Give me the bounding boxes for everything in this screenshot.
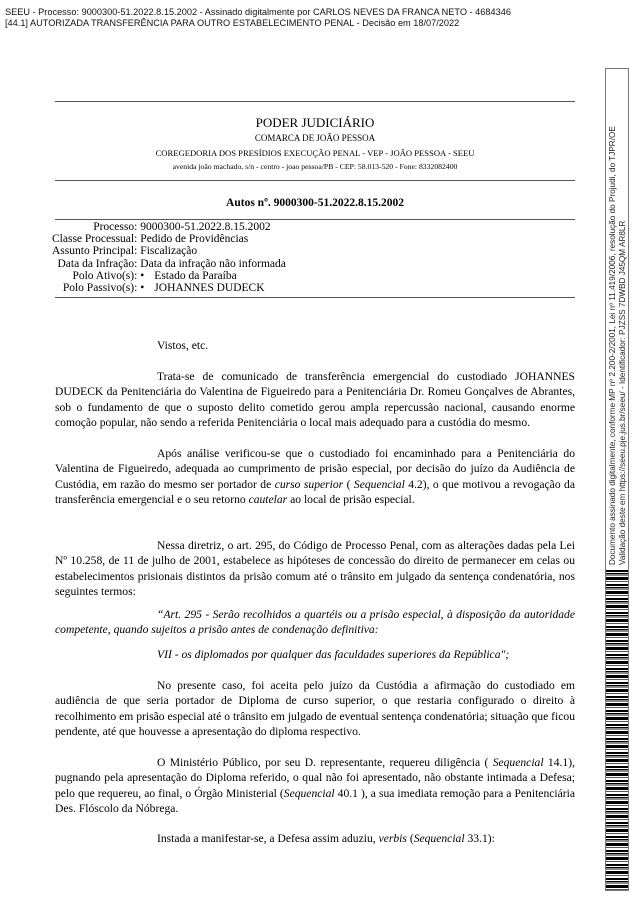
metadata-divider [55, 297, 575, 298]
meta-value: Estado da Paraíba [154, 269, 237, 282]
bullet-icon: • [140, 269, 145, 282]
p5-italic: Sequencial [283, 786, 335, 800]
meta-value: Fiscalização [140, 245, 198, 258]
paragraph-3-text: Nessa diretriz, o art. 295, do Código de Processo Penal, com as alterações dadas pela Lei Nº 10.258, de 11 de julho de 2001, estabelece as hipóteses de concessão do direito de permanecer em celas ou estabelecimentos prisionais distintos da prisão comum até o trânsito em julgado da sentença condenatória, nos seguintes termos: [55, 539, 575, 599]
header-divider [55, 101, 575, 102]
p5-text: O Ministério Público, por seu D. representante, requereu diligência ( [157, 756, 493, 769]
paragraph-6 [55, 831, 575, 846]
validation-line-2: Validação deste em https://seeu.pje.jus.br/seeu/ - Identificador: PJZSS 7DWBD J45QM AR8LR [618, 220, 627, 565]
meta-value: Data da infração não informada [140, 257, 286, 270]
meta-row [52, 270, 286, 282]
autos-bottom-divider [55, 219, 575, 220]
vistos-text: Vistos, etc. [157, 339, 209, 352]
meta-label: Processo: [93, 221, 138, 233]
barcode-icon [606, 570, 628, 890]
paragraph-1-text: Trata-se de comunicado de transferência emergencial do custodiado JOHANNES DUDECK da Penitenciária do Valentina de Figueiredo para a Penitenciária Dr. Romeu Gonçalves de Abrantes, sob o fundamento de que o suposto delito cometido gerou ampla repercussão nacional, causando enorme comoção popular, não sendo a referida Penitenciária o local mais adequado para a custódia do mesmo. [55, 370, 575, 430]
quote-2 [55, 647, 575, 662]
meta-row [52, 221, 286, 233]
meta-label: Data da Infração: [57, 257, 138, 270]
decision-stamp-line: [44.1] AUTORIZADA TRANSFERÊNCIA PARA OUTRO ESTABELECIMENTO PENAL - Decisão em 18/07/2022 [5, 18, 460, 28]
meta-label: Classe Processual: [52, 233, 138, 246]
quote-1 [55, 607, 575, 638]
p6-italic: Sequencial [413, 832, 465, 845]
p2-text: Após análise verificou-se que o custodiado foi encaminhado para a Penitenciária do Valentina de Figueiredo, adequada ao cumprimento de prisão especial, por decisão do juízo da Audiência de Custódia, em razão do mesmo ser portador de [55, 447, 575, 491]
p6-text: Instada a manifestar-se, a Defesa assim aduziu, [157, 832, 379, 845]
quote-1-text: “Art. 295 - Serão recolhidos a quartéis ou a prisão especial, à disposição da autoridade competente, quando sujeitos a prisão antes de condenação definitiva: [55, 608, 575, 637]
validation-line-1: Documento assinado digitalmente, conforme MP nº 2.200-2/2001, Lei nº 11.419/2006, resolução do Projudi, do TJPR/OE [608, 126, 617, 565]
meta-row [52, 245, 286, 257]
paragraph-2 [55, 446, 575, 508]
p5-text: 14.1), pugnando pela apresentação do Diploma referido, o qual não foi apresentado, não obstante intimada a Defesa; pelo que requereu, ao final, o Órgão Ministerial ( [55, 756, 575, 800]
meta-row [52, 258, 286, 270]
autos-top-divider [55, 180, 575, 181]
p5-italic: Sequencial [492, 756, 544, 769]
meta-row [52, 282, 286, 294]
p6-text: ( [406, 832, 414, 845]
meta-value: JOHANNES DUDECK [154, 282, 265, 295]
meta-label: Assunto Principal: [52, 245, 138, 258]
p2-text: ao local de prisão especial. [287, 493, 415, 507]
p2-italic: cautelar [248, 493, 288, 507]
case-metadata [52, 221, 286, 294]
header-comarca: COMARCA DE JOÃO PESSOA [254, 133, 376, 143]
paragraph-1 [55, 369, 575, 431]
meta-label: Polo Ativo(s): [72, 269, 138, 282]
paragraph-4-text: No presente caso, foi aceita pelo juízo da Custódia a afirmação do custodiado em audiência de que seria portador de Diploma de curso superior, o que restaria configurado o direito à recolhimento em prisão especial até o trânsito em julgado de eventual sentença condenatória; situação que ficou pendente, até que houvesse a apresentação do diploma respectivo. [55, 679, 575, 739]
quote-2-text: VII - os diplomados por qualquer das faculdades superiores da República"; [157, 648, 510, 661]
p2-text: 4.2), o que motivou a revogação da transferência emergencial e o seu retorno [55, 477, 575, 507]
p2-italic: curso superior [274, 477, 344, 491]
validation-text-lines [608, 126, 628, 565]
meta-row [52, 233, 286, 245]
paragraph-4 [55, 678, 575, 740]
p2-text: ( [343, 477, 354, 491]
p2-italic: Sequencial [353, 477, 405, 491]
autos-number: Autos nº. 9000300-51.2022.8.15.2002 [226, 197, 404, 209]
signature-stamp-line: SEEU - Processo: 9000300-51.2022.8.15.2002 - Assinado digitalmente por CARLOS NEVES DA FRANCA NETO - 4684346 [5, 7, 511, 17]
paragraph-5 [55, 755, 575, 817]
bullet-icon: • [140, 282, 145, 295]
meta-value: 9000300-51.2022.8.15.2002 [140, 221, 271, 233]
header-title: PODER JUDICIÁRIO [255, 115, 375, 130]
meta-label: Polo Passivo(s): [62, 282, 138, 295]
vistos [55, 338, 575, 353]
meta-value: Pedido de Providências [140, 233, 249, 246]
paragraph-3 [55, 538, 575, 600]
p5-text: 40.1 ), a sua imediata remoção para a Penitenciária Des. Flóscolo da Nóbrega. [55, 786, 575, 816]
p6-text: 33.1): [464, 832, 495, 845]
p6-italic: verbis [378, 832, 407, 845]
header-address: avenida joão machado, s/n - centro - joao pessoa/PB - CEP: 58.013-520 - Fone: 8332082400 [172, 162, 458, 171]
header-orgao: COREGEDORIA DOS PRESÍDIOS EXECUÇÃO PENAL - VEP - JOÃO PESSOA - SEEU [155, 148, 475, 158]
